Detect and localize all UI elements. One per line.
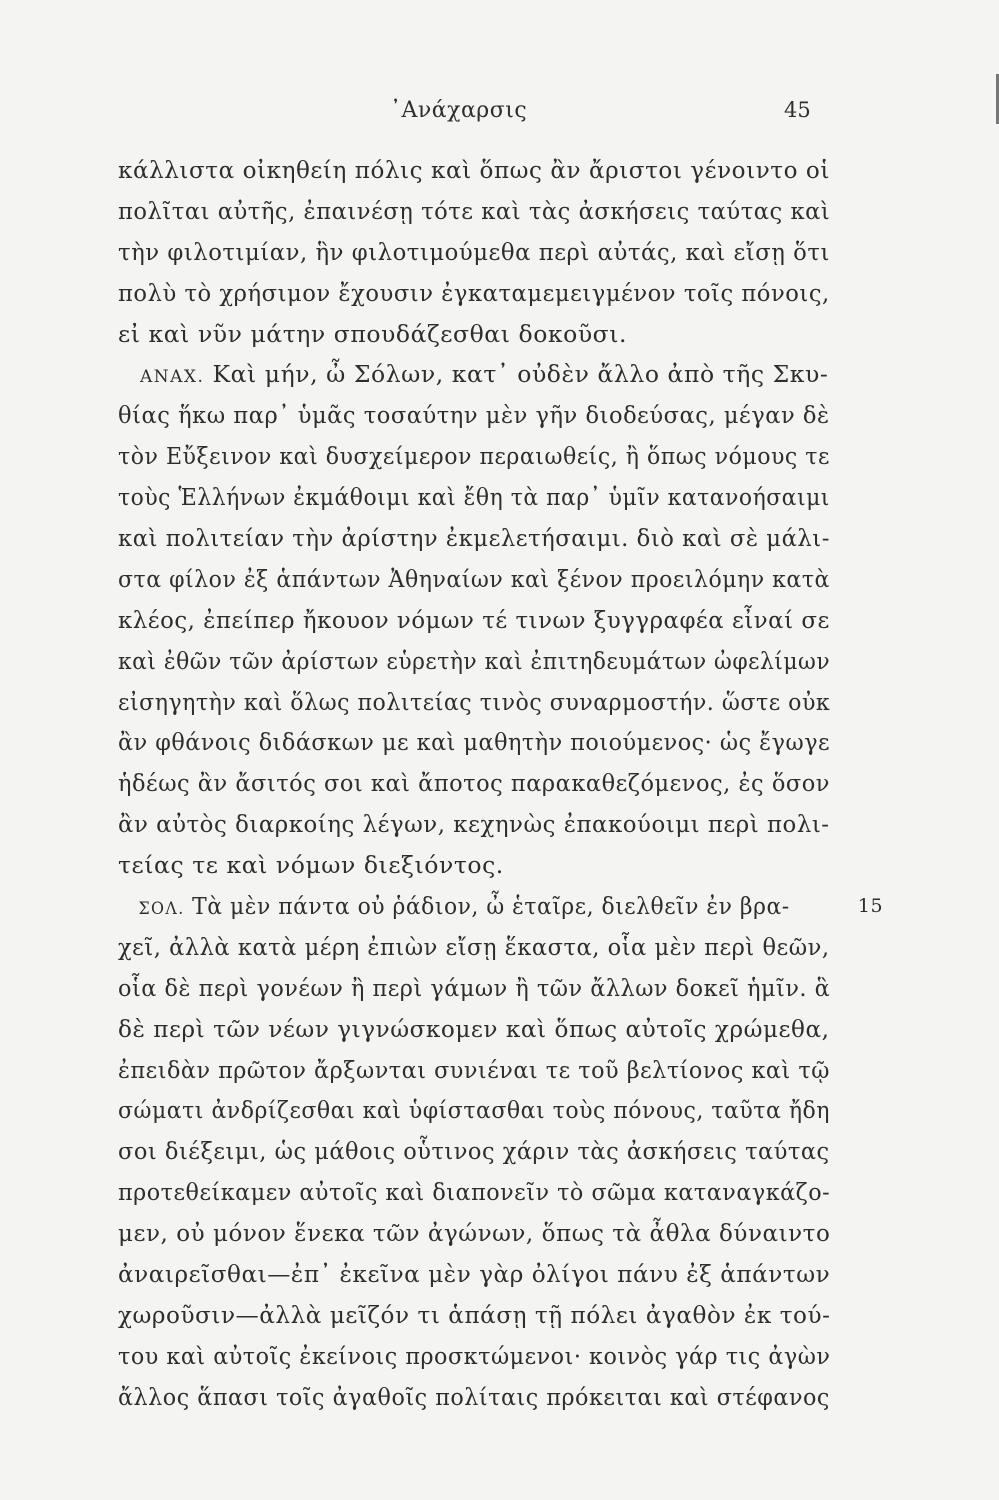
line-text: δὲ περὶ τῶν νέων γιγνώσκομεν καὶ ὅπως αὐτοῖς χρώμεθα, bbox=[118, 1014, 830, 1043]
line-text: στα φίλον ἐξ ἁπάντων Ἀθηναίων καὶ ξένον προειλόμην κατὰ bbox=[118, 564, 830, 593]
line-text: πολῖται αὐτῆς, ἐπαινέσῃ τότε καὶ τὰς ἀσκήσεις ταύτας καὶ bbox=[118, 196, 831, 225]
text-line bbox=[118, 927, 830, 968]
text-line bbox=[118, 641, 831, 682]
text-line bbox=[118, 1131, 830, 1172]
line-text: κάλλιστα οἰκηθείη πόλις καὶ ὅπως ἂν ἄριστοι γένοιντο οἱ bbox=[118, 156, 830, 184]
text-line bbox=[118, 600, 830, 641]
text-line bbox=[118, 518, 830, 559]
line-text: κλέος, ἐπείπερ ἤκουον νόμων τέ τινων ξυγγραφέα εἶναί σε bbox=[118, 605, 830, 634]
text-line bbox=[118, 886, 884, 927]
running-title: ᾿Ανάχαρσις bbox=[390, 98, 528, 123]
text-line bbox=[118, 804, 830, 845]
line-text: πολὺ τὸ χρήσιμον ἔχουσιν ἐγκαταμεμειγμένον τοῖς πόνοις, bbox=[118, 278, 830, 307]
text-line bbox=[118, 477, 830, 518]
line-text: τοὺς Ἑλλήνων ἐκμάθοιμι καὶ ἔθη τὰ παρ᾿ ὑμῖν κατανοήσαιμι bbox=[118, 483, 830, 512]
line-text: ἂν αὐτὸς διαρκοίης λέγων, κεχηνὼς ἐπακούοιμι περὶ πολι- bbox=[118, 810, 830, 839]
line-text: ἄλλος ἅπασι τοῖς ἀγαθοῖς πολίταις πρόκειται καὶ στέφανος bbox=[118, 1382, 830, 1411]
text-line bbox=[118, 436, 830, 477]
line-text: τὸν Εὔξεινον καὶ δυσχείμερον περαιωθείς, ἢ ὅπως νόμους τε bbox=[118, 442, 830, 471]
text-line bbox=[118, 1254, 831, 1295]
text-line bbox=[118, 354, 830, 395]
line-text: Καὶ μήν, ὦ Σόλων, κατ᾿ οὐδὲν ἄλλο ἀπὸ τῆς Σκυ- bbox=[212, 360, 829, 389]
speaker-label: ΣΟΛ. bbox=[138, 899, 185, 920]
line-text: του καὶ αὐτοῖς ἐκείνοις προσκτώμενοι· κοινὸς γάρ τις ἀγὼν bbox=[118, 1341, 831, 1370]
text-line bbox=[118, 1213, 831, 1254]
line-text: σοι διέξειμι, ὡς μάθοις οὗτινος χάριν τὰς ἀσκήσεις ταύτας bbox=[118, 1137, 830, 1166]
text-line bbox=[118, 682, 831, 723]
text-line bbox=[118, 191, 831, 232]
line-text: οἷα δὲ περὶ γονέων ἢ περὶ γάμων ἢ τῶν ἄλλων δοκεῖ ἡμῖν. ἃ bbox=[118, 973, 831, 1002]
text-line bbox=[118, 232, 830, 273]
line-text: ἂν φθάνοις διδάσκων με καὶ μαθητὴν ποιούμενος· ὡς ἔγωγε bbox=[118, 728, 831, 757]
text-line bbox=[118, 722, 831, 763]
text-line bbox=[118, 1172, 831, 1213]
line-text: ἀναιρεῖσθαι—ἐπ᾿ ἐκεῖνα μὲν γὰρ ὀλίγοι πάνυ ἐξ ἁπάντων bbox=[118, 1260, 831, 1289]
margin-line-number: 15 bbox=[857, 895, 884, 918]
running-head bbox=[0, 98, 999, 130]
line-text: καὶ ἐθῶν τῶν ἀρίστων εὑρετὴν καὶ ἐπιτηδευμάτων ὠφελίμων bbox=[118, 646, 831, 675]
line-text: Τὰ μὲν πάντα οὐ ῥάδιον, ὦ ἑταῖρε, διελθεῖν ἐν βρα- bbox=[192, 892, 790, 921]
text-line bbox=[118, 763, 830, 804]
page-number: 45 bbox=[784, 98, 811, 122]
text-line bbox=[118, 559, 830, 600]
text-line bbox=[118, 1050, 830, 1091]
text-line bbox=[118, 1009, 830, 1050]
text-line bbox=[118, 150, 830, 191]
text-line bbox=[118, 845, 830, 886]
line-text: σώματι ἀνδρίζεσθαι καὶ ὑφίστασθαι τοὺς πόνους, ταῦτα ἤδη bbox=[118, 1096, 830, 1125]
line-text: ἐπειδὰν πρῶτον ἄρξωνται συνιέναι τε τοῦ βελτίονος καὶ τῷ bbox=[118, 1055, 830, 1084]
text-line bbox=[118, 1295, 831, 1336]
text-line bbox=[118, 1336, 831, 1377]
text-line bbox=[118, 968, 831, 1009]
line-text: εἰ καὶ νῦν μάτην σπουδάζεσθαι δοκοῦσι. bbox=[118, 319, 628, 348]
text-line bbox=[118, 273, 830, 314]
line-text: τὴν φιλοτιμίαν, ἣν φιλοτιμούμεθα περὶ αὐτάς, καὶ εἴσῃ ὅτι bbox=[118, 237, 830, 266]
line-text: θίας ἥκω παρ᾿ ὑμᾶς τοσαύτην μὲν γῆν διοδεύσας, μέγαν δὲ bbox=[118, 401, 830, 430]
text-line bbox=[118, 1377, 830, 1418]
body-text bbox=[118, 150, 884, 1418]
line-text: καὶ πολιτείαν τὴν ἀρίστην ἐκμελετήσαιμι. διὸ καὶ σὲ μάλι- bbox=[118, 524, 830, 553]
text-line bbox=[118, 314, 830, 355]
line-text: τείας τε καὶ νόμων διεξιόντος. bbox=[118, 851, 504, 880]
line-text: ἡδέως ἂν ἄσιτός σοι καὶ ἄποτος παρακαθεζόμενος, ἐς ὅσον bbox=[118, 769, 830, 798]
line-text: χεῖ, ἀλλὰ κατὰ μέρη ἐπιὼν εἴσῃ ἕκαστα, οἷα μὲν περὶ θεῶν, bbox=[118, 932, 830, 961]
text-line bbox=[118, 395, 830, 436]
line-text: μεν, οὐ μόνον ἕνεκα τῶν ἀγώνων, ὅπως τὰ ἆθλα δύναιντο bbox=[118, 1219, 831, 1248]
line-text: χωροῦσιν—ἀλλὰ μεῖζόν τι ἁπάσῃ τῇ πόλει ἀγαθὸν ἐκ τού- bbox=[118, 1300, 831, 1329]
line-text: προτεθείκαμεν αὐτοῖς καὶ διαπονεῖν τὸ σῶμα καταναγκάζο- bbox=[118, 1178, 831, 1207]
speaker-label: ΑΝΑΧ. bbox=[140, 367, 205, 388]
text-line bbox=[118, 1090, 830, 1131]
line-text: εἰσηγητὴν καὶ ὅλως πολιτείας τινὸς συναρμοστήν. ὥστε οὐκ bbox=[118, 687, 831, 716]
